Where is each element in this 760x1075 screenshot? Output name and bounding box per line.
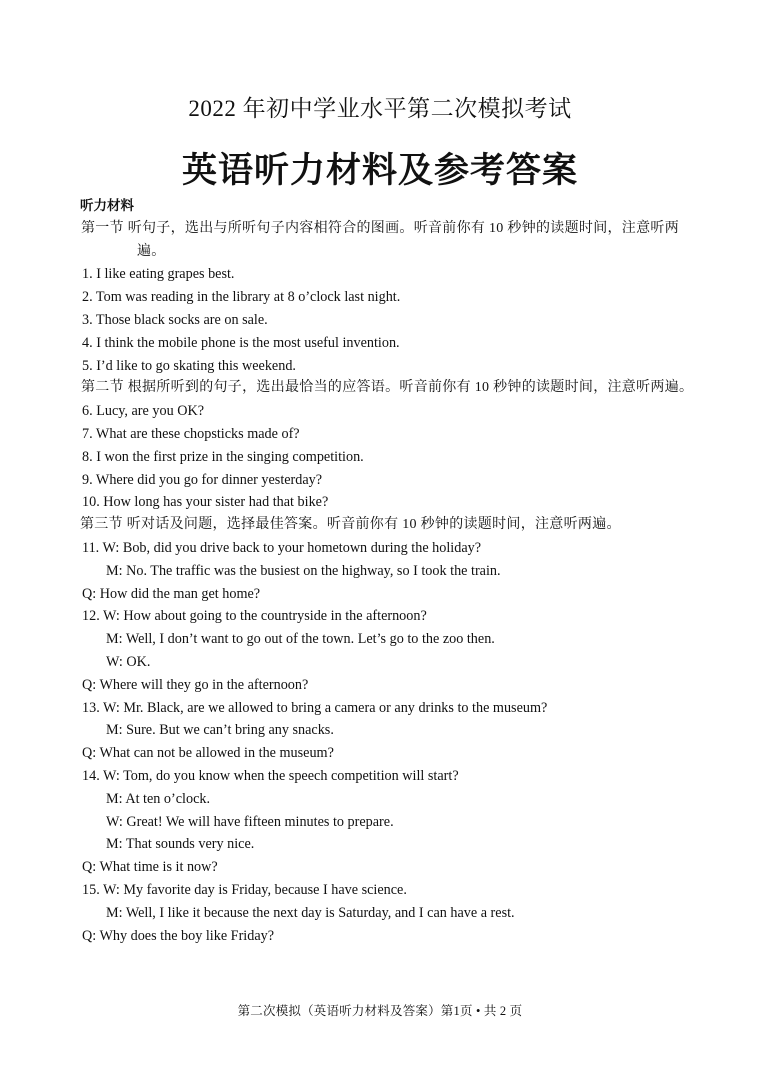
list-item: 2. Tom was reading in the library at 8 o’clock last night.: [82, 289, 401, 306]
list-item: 7. What are these chopsticks made of?: [82, 425, 300, 442]
section-heading: 听力材料: [80, 198, 134, 214]
page-footer: 第二次模拟（英语听力材料及答案）第1页 • 共 2 页: [237, 1004, 523, 1018]
list-item: 4. I think the mobile phone is the most useful invention.: [82, 334, 400, 351]
exam-title: 2022 年初中学业水平第二次模拟考试: [188, 96, 572, 121]
dialogue-line: M: Sure. But we can’t bring any snacks.: [106, 722, 334, 739]
dialogue-line: Q: What can not be allowed in the museum?: [82, 745, 334, 762]
dialogue-line: 13. W: Mr. Black, are we allowed to bring a camera or any drinks to the museum?: [82, 699, 548, 716]
list-item: 3. Those black socks are on sale.: [82, 311, 268, 328]
dialogue-line: 14. W: Tom, do you know when the speech competition will start?: [82, 767, 459, 784]
list-item: 8. I won the first prize in the singing competition.: [82, 448, 364, 465]
list-item: 6. Lucy, are you OK?: [82, 403, 204, 420]
document-subtitle: 英语听力材料及参考答案: [181, 151, 578, 191]
dialogue-line: W: OK.: [106, 653, 151, 670]
dialogue-line: Q: How did the man get home?: [82, 585, 261, 602]
list-item: 1. I like eating grapes best.: [82, 266, 235, 283]
section1-items: [80, 263, 705, 377]
section2-instruction: 第二节 根据所听到的句子，选出最恰当的应答语。听音前你有 10 秒钟的读题时间，注意听两遍。: [81, 380, 694, 396]
list-item: 10. How long has your sister had that bike?: [82, 494, 329, 511]
section3-dialogues: [80, 537, 705, 947]
dialogue-line: M: At ten o’clock.: [106, 790, 211, 807]
dialogue-line: W: Great! We will have fifteen minutes to prepare.: [106, 813, 394, 830]
list-item: 5. I’d like to go skating this weekend.: [82, 357, 296, 374]
dialogue-line: Q: Why does the boy like Friday?: [82, 927, 275, 944]
dialogue-line: M: Well, I don’t want to go out of the town. Let’s go to the zoo then.: [106, 631, 495, 648]
dialogue-line: 15. W: My favorite day is Friday, because I have science.: [82, 881, 407, 898]
section1-instruction: 第一节 听句子，选出与所听句子内容相符合的图画。听音前你有 10 秒钟的读题时间，注意听两遍。: [81, 220, 679, 259]
dialogue-line: Q: What time is it now?: [82, 859, 218, 876]
dialogue-line: M: Well, I like it because the next day is Saturday, and I can have a rest.: [106, 904, 515, 921]
dialogue-line: 12. W: How about going to the countryside in the afternoon?: [82, 608, 427, 625]
section2-items: [80, 400, 705, 514]
listening-material: [80, 195, 705, 947]
section3-instruction: 第三节 听对话及问题，选择最佳答案。听音前你有 10 秒钟的读题时间，注意听两遍。: [80, 517, 621, 533]
dialogue-line: M: No. The traffic was the busiest on the highway, so I took the train.: [106, 562, 501, 579]
list-item: 9. Where did you go for dinner yesterday?: [82, 471, 323, 488]
dialogue-line: 11. W: Bob, did you drive back to your hometown during the holiday?: [82, 539, 482, 556]
dialogue-line: Q: Where will they go in the afternoon?: [82, 676, 309, 693]
dialogue-line: M: That sounds very nice.: [106, 836, 255, 853]
